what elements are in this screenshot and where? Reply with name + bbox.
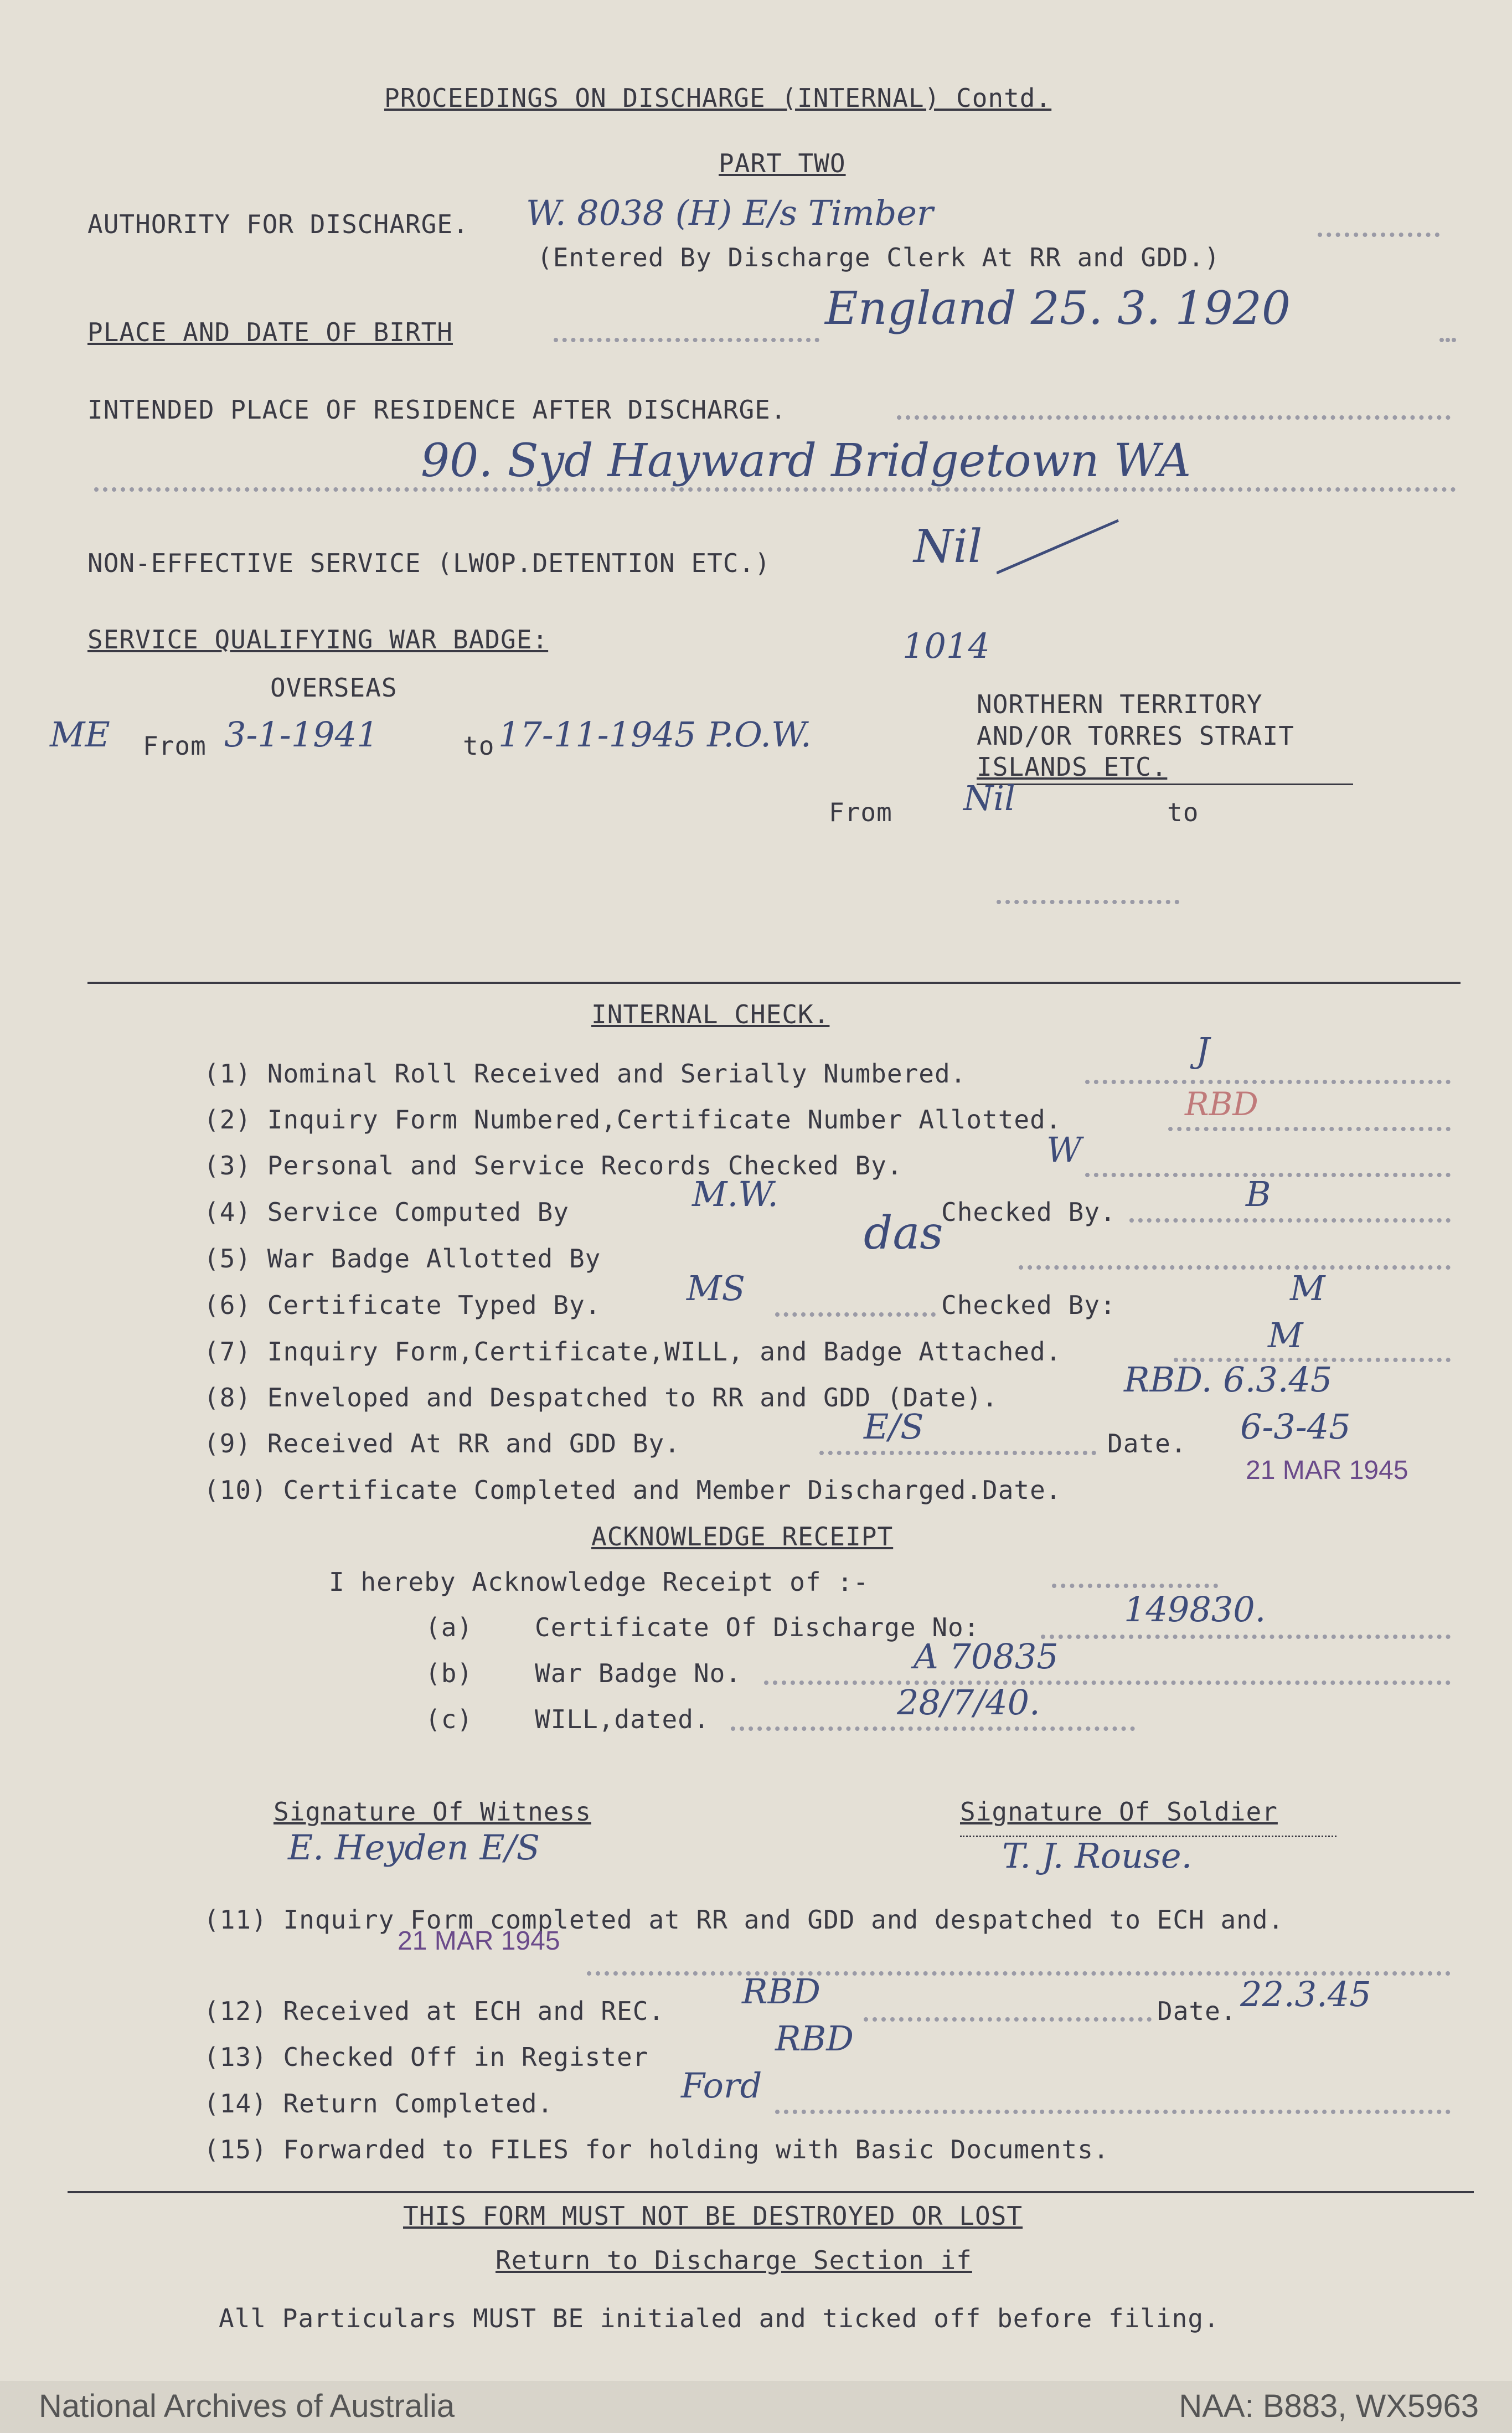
item-11: (11) Inquiry Form completed at RR and GDD and despatched to ECH and. [204, 1905, 1284, 1935]
item-15: (15) Forwarded to FILES for holding with Basic Documents. [204, 2135, 1110, 2164]
me-mark: ME [50, 714, 110, 755]
from-date: 3-1-1941 [224, 714, 379, 755]
item-12: (12) Received at ECH and REC. [204, 1996, 665, 2026]
check-item-8: (8) Enveloped and Despatched to RR and GDD (Date). [204, 1383, 998, 1413]
check-item-7: (7) Inquiry Form,Certificate,WILL, and Badge Attached. [204, 1337, 1062, 1367]
check-item-3: (3) Personal and Service Records Checked By. [204, 1151, 903, 1181]
birth-dots [554, 338, 819, 342]
check-item-4: (4) Service Computed By [204, 1197, 569, 1227]
section-divider [87, 982, 1461, 984]
ack-a-value: 149830. [1124, 1589, 1266, 1630]
check-item-6-dots [775, 1312, 936, 1317]
acknowledge-title: ACKNOWLEDGE RECEIPT [591, 1522, 894, 1551]
check-item-3-initials: W [1046, 1130, 1082, 1170]
to-label: to [463, 731, 495, 761]
item-11-stamp: 21 MAR 1945 [398, 1926, 560, 1956]
ack-a-dots [1041, 1635, 1451, 1639]
ack-c-value: 28/7/40. [897, 1682, 1040, 1723]
check-item-1-initials: J [1196, 1030, 1210, 1070]
ack-a-label: Certificate Of Discharge No: [535, 1612, 980, 1642]
check-item-2: (2) Inquiry Form Numbered,Certificate Number Allotted. [204, 1105, 1062, 1135]
check-item-5-initials: das [864, 1207, 943, 1260]
item-12-dots [864, 2017, 1152, 2022]
item-14: (14) Return Completed. [204, 2089, 554, 2118]
archive-footer [0, 2381, 1512, 2433]
check-item-2-dots [1168, 1127, 1451, 1131]
check-item-6: (6) Certificate Typed By. [204, 1290, 601, 1320]
from-label: From [143, 731, 207, 761]
authority-value: W. 8038 (H) E/s Timber [526, 193, 933, 233]
nt-label-3: ISLANDS ETC. [977, 752, 1168, 782]
warning-text: THIS FORM MUST NOT BE DESTROYED OR LOST [403, 2201, 1023, 2231]
item-12-date: 22.3.45 [1240, 1974, 1371, 2014]
particulars-note: All Particulars MUST BE initialed and ticked off before filing. [219, 2303, 1220, 2333]
ack-b-label: War Badge No. [535, 1658, 742, 1688]
ack-b-dots [764, 1681, 1451, 1685]
residence-dots-line2 [94, 487, 1456, 492]
non-effective-strike [997, 518, 1124, 579]
non-effective-label: NON-EFFECTIVE SERVICE (LWOP.DETENTION ETC.) [87, 548, 771, 578]
nt-dots [997, 900, 1179, 904]
ack-b-value: A 70835 [914, 1636, 1059, 1677]
check-item-5: (5) War Badge Allotted By [204, 1244, 601, 1274]
nt-rule [977, 783, 1353, 785]
check-item-4-checked-label: Checked By. [941, 1197, 1116, 1227]
witness-label: Signature Of Witness [273, 1797, 591, 1827]
footer-archive-name: National Archives of Australia [39, 2388, 455, 2424]
item-12-initials: RBD [742, 1971, 820, 2012]
ack-c-dots [731, 1726, 1135, 1731]
birth-dots-end [1439, 338, 1456, 342]
to-date: 17-11-1945 P.O.W. [498, 714, 812, 755]
ack-a-letter: (a) [425, 1612, 473, 1642]
check-item-4-dots [1129, 1218, 1451, 1223]
nt-label-1: NORTHERN TERRITORY [977, 689, 1263, 719]
authority-label: AUTHORITY FOR DISCHARGE. [87, 209, 469, 239]
return-note: Return to Discharge Section if [496, 2245, 972, 2275]
non-effective-value: Nil [914, 520, 983, 573]
check-item-2-initials: RBD [1185, 1085, 1258, 1123]
check-item-9-date-label: Date. [1107, 1429, 1187, 1458]
check-item-9: (9) Received At RR and GDD By. [204, 1429, 680, 1458]
acknowledge-intro-dots [1052, 1584, 1218, 1588]
witness-signature: E. Heyden E/S [288, 1827, 540, 1868]
check-item-8-date: RBD. 6.3.45 [1124, 1359, 1333, 1400]
authority-note: (Entered By Discharge Clerk At RR and GDD.) [537, 243, 1220, 272]
residence-label: INTENDED PLACE OF RESIDENCE AFTER DISCHARGE. [87, 395, 787, 425]
item-14-dots [775, 2110, 1451, 2114]
soldier-sig-line [960, 1836, 1336, 1837]
soldier-signature: T. J. Rouse. [1002, 1836, 1193, 1876]
form-title: PROCEEDINGS ON DISCHARGE (INTERNAL) Contd. [384, 83, 1052, 113]
residence-value: 90. Syd Hayward Bridgetown WA [421, 435, 1191, 487]
birth-value: England 25. 3. 1920 [825, 282, 1291, 335]
nt-from-value: Nil [963, 778, 1015, 818]
check-item-4-checked: B [1246, 1174, 1271, 1214]
item-13: (13) Checked Off in Register [204, 2042, 649, 2072]
acknowledge-intro: I hereby Acknowledge Receipt of :- [329, 1567, 869, 1597]
check-item-6-checked: M [1290, 1268, 1325, 1308]
check-item-9-date: 6-3-45 [1240, 1406, 1351, 1447]
nt-to-label: to [1167, 797, 1199, 827]
ack-c-letter: (c) [425, 1704, 473, 1734]
war-badge-label: SERVICE QUALIFYING WAR BADGE: [87, 625, 549, 654]
check-item-1-dots [1085, 1080, 1451, 1084]
check-item-9-initials: E/S [864, 1406, 924, 1447]
residence-dots [897, 415, 1451, 420]
part-heading: PART TWO [719, 148, 846, 178]
footer-record-id: NAA: B883, WX5963 [1179, 2388, 1479, 2424]
item-12-date-label: Date. [1157, 1996, 1237, 2026]
nt-from-label: From [829, 797, 892, 827]
internal-check-title: INTERNAL CHECK. [591, 999, 830, 1029]
ack-c-label: WILL,dated. [535, 1704, 710, 1734]
bottom-divider [68, 2191, 1474, 2193]
item-14-initials: Ford [681, 2065, 762, 2106]
check-item-4-computed: M.W. [692, 1174, 778, 1214]
nt-label-2: AND/OR TORRES STRAIT [977, 721, 1294, 751]
check-item-9-dots [819, 1451, 1096, 1455]
ack-b-letter: (b) [425, 1658, 473, 1688]
authority-dots [1318, 233, 1439, 237]
overseas-label: OVERSEAS [270, 673, 398, 703]
check-item-10-stamp: 21 MAR 1945 [1246, 1456, 1408, 1485]
soldier-label: Signature Of Soldier [960, 1797, 1278, 1827]
check-item-10: (10) Certificate Completed and Member Discharged.Date. [204, 1475, 1062, 1505]
check-item-5-dots [1019, 1265, 1451, 1270]
item-13-initials: RBD [775, 2018, 854, 2059]
check-item-7-initials: M [1268, 1315, 1303, 1355]
birth-label: PLACE AND DATE OF BIRTH [87, 317, 453, 347]
check-item-1: (1) Nominal Roll Received and Serially Numbered. [204, 1059, 967, 1089]
check-item-6-typed: MS [687, 1268, 745, 1308]
check-item-6-checked-label: Checked By: [941, 1290, 1116, 1320]
war-badge-1014: 1014 [902, 626, 990, 666]
